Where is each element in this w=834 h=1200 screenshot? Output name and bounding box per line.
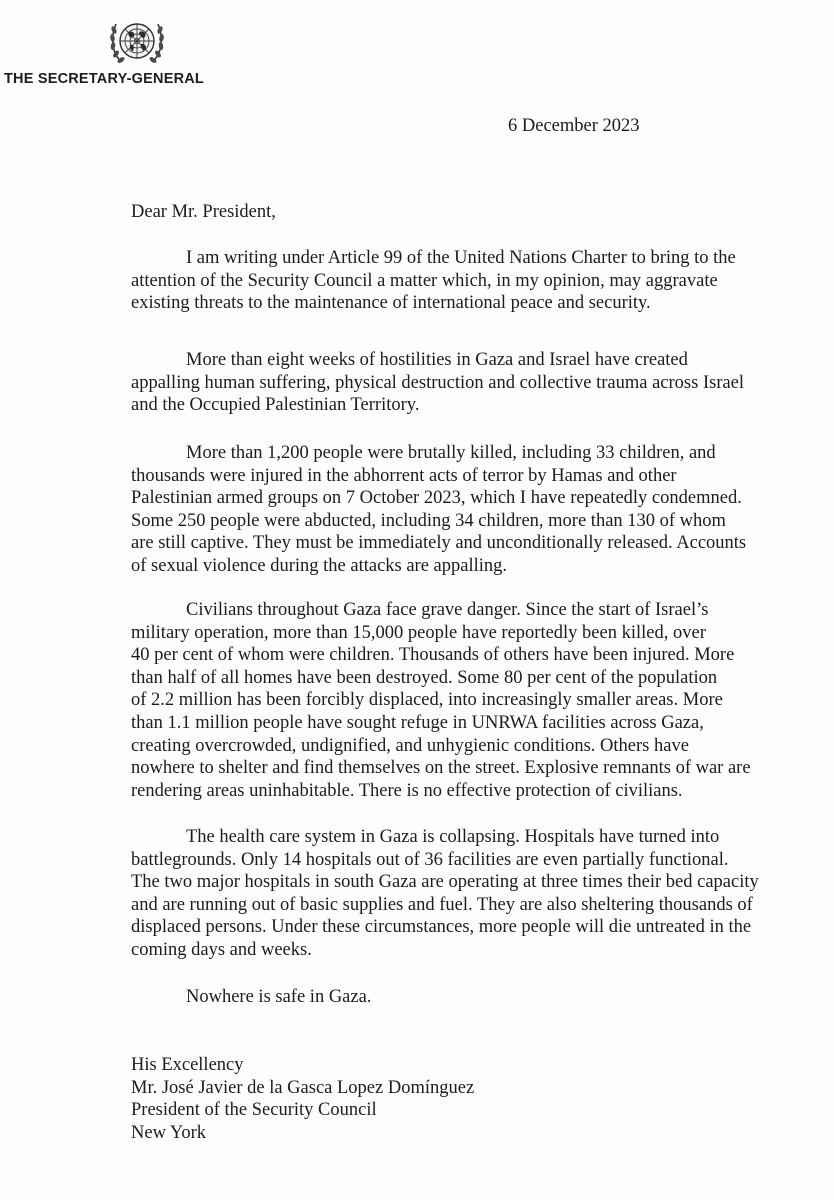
paragraph-line: of 2.2 million has been forcibly displaced, into increasingly smaller areas. More [131,690,723,711]
paragraph-line: The two major hospitals in south Gaza are operating at three times their bed capacity [131,872,759,893]
paragraph-line: are still captive. They must be immediately and unconditionally released. Accounts [131,533,747,554]
paragraph-line: 40 per cent of whom were children. Thousands of others have been injured. More [131,645,735,666]
addressee-line: His Excellency [131,1055,244,1075]
paragraph-october-attacks [131,442,811,578]
paragraph-article-99 [131,247,811,315]
paragraph-line: appalling human suffering, physical destruction and collective trauma across Israel [131,372,745,393]
paragraph-line: battlegrounds. Only 14 hospitals out of 36 facilities are even partially functional. [131,849,729,870]
paragraph-line: attention of the Security Council a matter which, in my opinion, may aggravate [131,270,718,291]
salutation: Dear Mr. President, [131,202,276,222]
paragraph-line: I am writing under Article 99 of the United Nations Charter to bring to the [186,248,736,268]
addressee-block [131,1054,474,1144]
paragraph-nowhere-safe [131,986,811,1009]
paragraph-line: Some 250 people were abducted, including 34 children, more than 130 of whom [131,510,726,531]
un-emblem-icon [108,14,166,70]
paragraph-line: Palestinian armed groups on 7 October 2023, which I have repeatedly condemned. [131,488,742,509]
paragraph-health-care [131,826,811,962]
paragraph-line: More than 1,200 people were brutally killed, including 33 children, and [186,443,716,463]
paragraph-line: Nowhere is safe in Gaza. [186,987,372,1007]
paragraph-line: coming days and weeks. [131,939,312,960]
letter-date: 6 December 2023 [508,116,640,136]
letterhead-office-title: THE SECRETARY-GENERAL [4,71,204,87]
paragraph-line: existing threats to the maintenance of international peace and security. [131,293,651,314]
addressee-line: Mr. José Javier de la Gasca Lopez Domínguez [131,1077,475,1098]
paragraph-line: than half of all homes have been destroyed. Some 80 per cent of the population [131,667,718,688]
addressee-line: President of the Security Council [131,1100,377,1121]
paragraph-line: military operation, more than 15,000 people have reportedly been killed, over [131,622,706,643]
paragraph-line: than 1.1 million people have sought refuge in UNRWA facilities across Gaza, [131,712,704,733]
paragraph-line: thousands were injured in the abhorrent acts of terror by Hamas and other [131,465,677,486]
paragraph-hostilities [131,349,811,417]
paragraph-line: Civilians throughout Gaza face grave danger. Since the start of Israel’s [186,600,709,620]
paragraph-line: nowhere to shelter and find themselves on the street. Explosive remnants of war are [131,758,751,779]
paragraph-line: rendering areas uninhabitable. There is no effective protection of civilians. [131,780,683,801]
paragraph-line: of sexual violence during the attacks are appalling. [131,555,508,576]
addressee-line: New York [131,1122,207,1143]
paragraph-line: More than eight weeks of hostilities in Gaza and Israel have created [186,350,688,370]
paragraph-line: and are running out of basic supplies and fuel. They are also sheltering thousands of [131,894,753,915]
paragraph-line: displaced persons. Under these circumstances, more people will die untreated in the [131,917,752,938]
paragraph-civilians [131,599,811,802]
paragraph-line: and the Occupied Palestinian Territory. [131,395,420,416]
paragraph-line: The health care system in Gaza is collapsing. Hospitals have turned into [186,827,720,847]
paragraph-line: creating overcrowded, undignified, and unhygienic conditions. Others have [131,735,689,756]
